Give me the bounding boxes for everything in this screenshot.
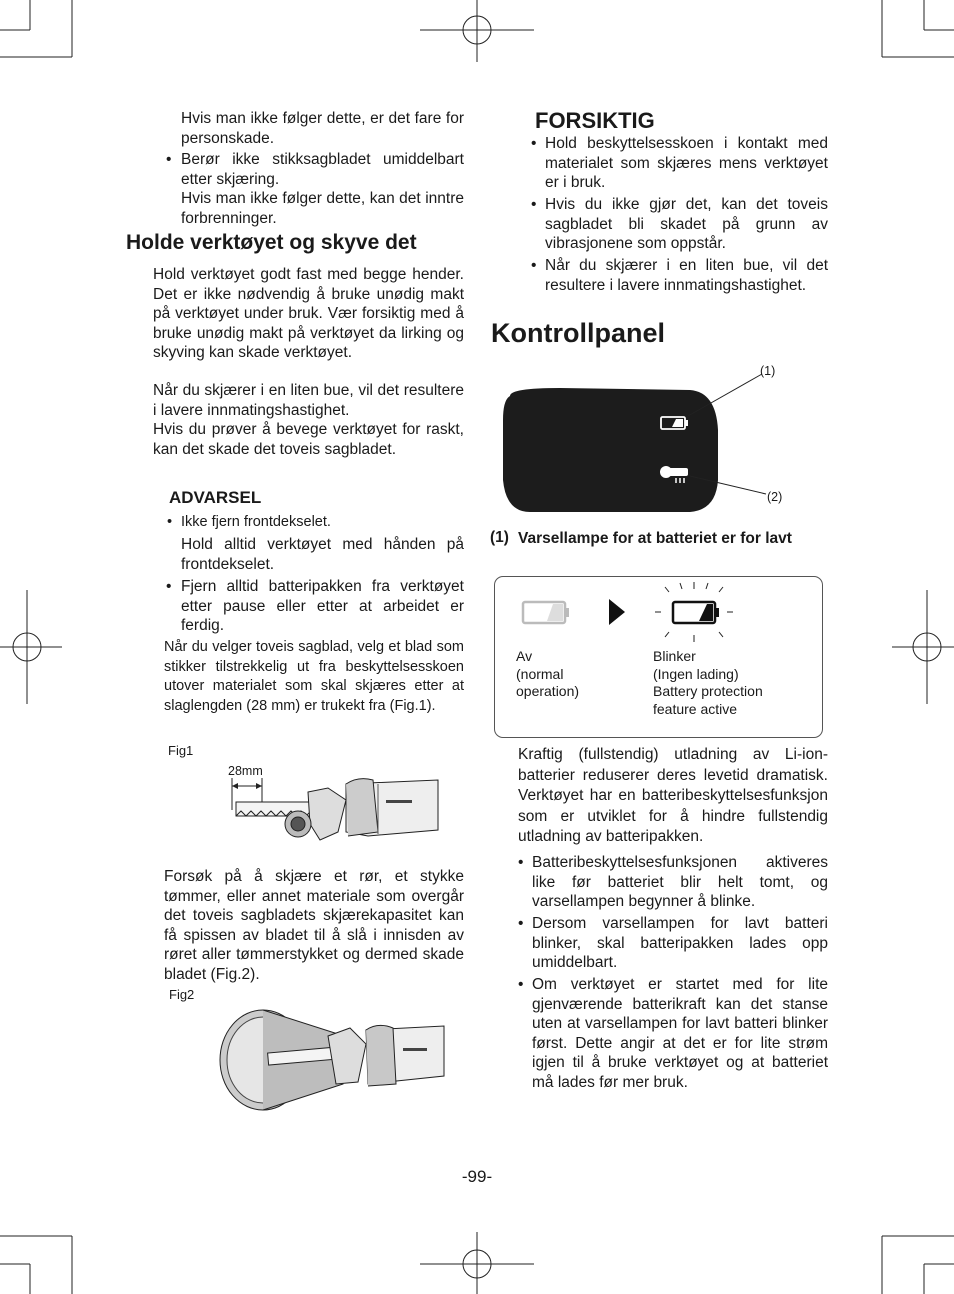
holde-paragraph-1: Hold verktøyet godt fast med begge hender. Det er ikke nødvendig å bruke unødig makt på verktøyet under bruk. Vær forsiktig med å bruke unødig makt på verktøyet da lirking og skyving kan skade verktøyet. — [153, 266, 464, 361]
state-blink-line: feature active — [653, 700, 738, 717]
holde-paragraph-3: Hvis du prøver å bevege verktøyet for raskt, kan det skade det toveis sagbladet. — [153, 421, 464, 458]
bullet-dot: • — [518, 976, 524, 993]
fig1-dimension: 28mm — [228, 764, 263, 778]
warning-title: ADVARSEL — [169, 488, 262, 507]
bullet-dot: • — [518, 915, 524, 932]
state-blink-label — [653, 648, 763, 718]
bullet-dot: • — [167, 514, 173, 530]
warning-paragraph-2: Når du velger toveis sagblad, velg et blad som stikker tilstrekkelig ut fra beskyttelsesskoen utover materialet som skal skjæres etter at slaglengden (28 mm) er trukekt fra (Fig.1). — [164, 639, 464, 714]
bullet-dot: • — [166, 578, 172, 595]
battery-bullet-3: Om verktøyet er startet med for lite gjenværende batterikraft kan det stanse uten at varsellampen for lavt batteri blinker først. Dette angir at det er for lite strøm igjen til å bruke verktøyet og at batteriet må lades før mer bruk. — [532, 976, 828, 1091]
bullet-dot: • — [531, 257, 537, 274]
state-off-line: (normal — [516, 665, 564, 682]
item1-title: Varsellampe for at batteriet er for lavt — [518, 530, 792, 547]
fig1-label: Fig1 — [168, 743, 194, 758]
state-off-label — [516, 648, 579, 701]
fig1-saw-illustration — [228, 770, 440, 852]
battery-bullet-2: Dersom varsellampen for lavt batteri blinker, skal batteripakken lades opp umiddelbart. — [532, 915, 828, 971]
battery-indicator-box — [494, 576, 823, 738]
holde-paragraph-2: Når du skjærer i en liten bue, vil det resultere i lavere innmatingshastighet. — [153, 382, 464, 419]
bullet-dot: • — [531, 196, 537, 213]
callout-2: (2) — [767, 490, 783, 504]
intro-paragraph-1: Hvis man ikke følger dette, er det fare for personskade. — [181, 110, 464, 147]
warning-bullet-1: Ikke fjern frontdekselet. — [181, 514, 331, 530]
caution-bullet-2: Hvis du ikke gjør det, kan det toveis sagbladet bli skadet på grunn av vibrasjonene som oppstår. — [545, 196, 828, 252]
holde-paragraph-4: Forsøk på å skjære et rør, et stykke tømmer, eller annet materiale som overgår det toveis sagbladets skjærekapasitet kan få spissen av bladet til å slå i innisden av røret aller tømmerstykket og dermed skade bladet (Fig.2). — [164, 868, 464, 983]
caution-title: FORSIKTIG — [535, 108, 655, 133]
state-off-line: operation) — [516, 683, 580, 699]
bullet-dot: • — [531, 135, 537, 152]
state-blink-line: Battery protection — [653, 683, 763, 699]
battery-state-icons — [495, 577, 824, 647]
fig2-label: Fig2 — [169, 987, 195, 1002]
intro-paragraph-2: Hvis man ikke følger dette, kan det inntre forbrenninger. — [181, 190, 464, 227]
section-heading-holde: Holde verktøyet og skyve det — [126, 231, 417, 254]
caution-bullet-1: Hold beskyttelsesskoen i kontakt med materialet som skjæres mens verktøyet er i bruk. — [545, 135, 828, 191]
intro-bullet-1: Berør ikke stikksagbladet umiddelbart etter skjæring. — [181, 151, 464, 188]
page-number: -99- — [461, 1167, 493, 1186]
callout-1: (1) — [760, 364, 776, 378]
bullet-dot: • — [518, 854, 524, 871]
kontrollpanel-heading: Kontrollpanel — [491, 318, 665, 348]
control-panel-illustration — [500, 360, 800, 518]
warning-paragraph-1: Hold alltid verktøyet med hånden på frontdekselet. — [181, 536, 464, 573]
battery-bullet-1: Batteribeskyttelsesfunksjonen aktiveres like før batteriet blir helt tomt, og varsellampen begynner å blinke. — [532, 854, 828, 910]
item1-number: (1) — [490, 529, 509, 546]
state-blink-line: (Ingen lading) — [653, 665, 739, 682]
battery-paragraph: Kraftig (fullstendig) utladning av Li-ion-batterier reduserer deres levetid dramatisk. Verktøyet har en batteribeskyttelsesfunksjon som er utviklet for å hindre fullstendig utladning av batteripakken. — [518, 746, 828, 845]
warning-bullet-2: Fjern alltid batteripakken fra verktøyet etter pause eller etter at arbeidet er ferdig. — [181, 578, 464, 634]
caution-bullet-3: Når du skjærer i en liten bue, vil det resultere i lavere innmatingshastighet. — [545, 257, 828, 294]
bullet-dot: • — [166, 151, 172, 168]
state-off-line: Av — [516, 648, 533, 664]
state-blink-line: Blinker — [653, 648, 696, 664]
fig2-pipe-illustration — [218, 1004, 448, 1112]
